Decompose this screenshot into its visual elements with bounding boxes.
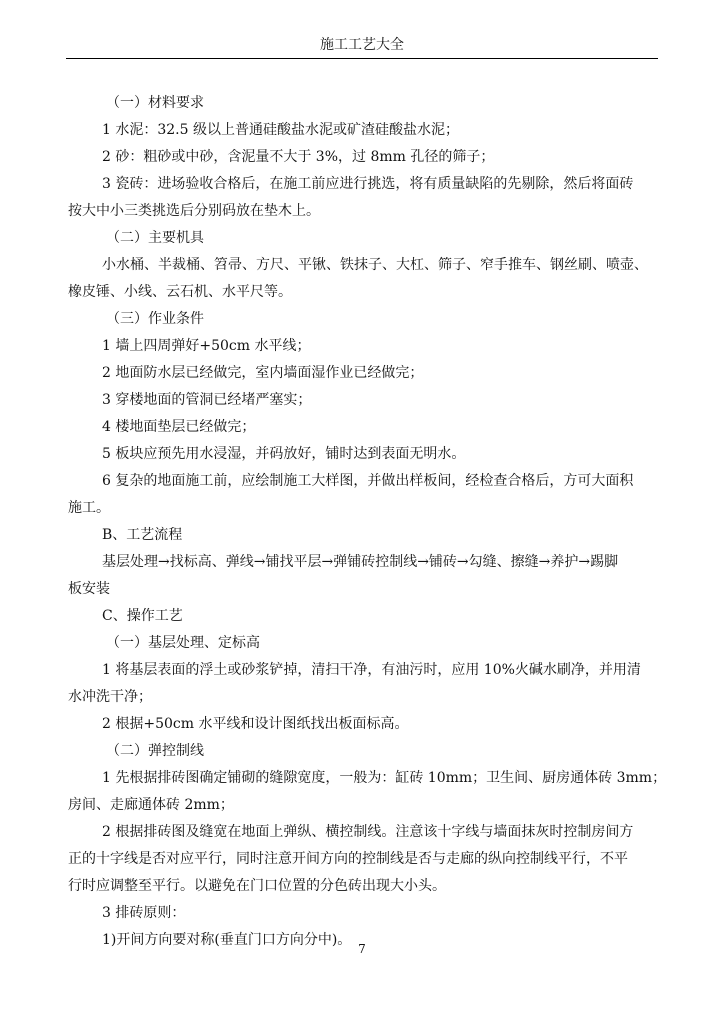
section-heading: （二）主要机具 <box>106 230 204 246</box>
text-line: 3 瓷砖：进场验收合格后，在施工前应进行挑选，将有质量缺陷的先剔除，然后将面砖 <box>102 176 634 192</box>
document-body <box>68 90 667 954</box>
text-line: 2 砂：粗砂或中砂，含泥量不大于 3%，过 8mm 孔径的筛子； <box>102 149 495 165</box>
page-number: 7 <box>358 942 366 956</box>
text-line: 6 复杂的地面施工前，应绘制施工大样图，并做出样板间，经检查合格后，方可大面积 <box>102 473 634 489</box>
text-line: 施工。 <box>68 500 110 516</box>
text-line: 1 将基层表面的浮土或砂浆铲掉，清扫干净，有油污时，应用 10%火碱水刷净，并用清 <box>102 662 641 678</box>
text-line: 2 根据排砖图及缝宽在地面上弹纵、横控制线。注意该十字线与墙面抹灰时控制房间方 <box>102 824 634 840</box>
text-line: 2 根据+50cm 水平线和设计图纸找出板面标高。 <box>102 716 409 732</box>
section-heading: C、操作工艺 <box>102 608 183 624</box>
text-line: 按大中小三类挑选后分别码放在垫木上。 <box>68 203 320 219</box>
text-line: 4 楼地面垫层已经做完； <box>102 419 256 435</box>
section-heading: （一）基层处理、定标高 <box>106 635 260 651</box>
text-line: 正的十字线是否对应平行，同时注意开间方向的控制线是否与走廊的纵向控制线平行，不平 <box>68 851 628 867</box>
text-line: 水冲洗干净； <box>68 689 152 705</box>
text-line: 1 先根据排砖图确定铺砌的缝隙宽度，一般为：缸砖 10mm；卫生间、厨房通体砖 3mm； <box>102 770 667 786</box>
text-line: 2 地面防水层已经做完，室内墙面湿作业已经做完； <box>102 365 424 381</box>
text-line: 板安装 <box>68 581 110 597</box>
text-line: 小水桶、半裁桶、笤帚、方尺、平锹、铁抹子、大杠、筛子、窄手推车、钢丝刷、喷壶、 <box>102 257 648 273</box>
text-line: 行时应调整至平行。以避免在门口位置的分色砖出现大小头。 <box>68 878 446 894</box>
section-heading: B、工艺流程 <box>102 527 183 543</box>
section-heading: （三）作业条件 <box>106 311 204 327</box>
text-line: 3 穿楼地面的管洞已经堵严塞实； <box>102 392 312 408</box>
text-line: 1)开间方向要对称(垂直门口方向分中)。 <box>102 932 352 948</box>
section-heading: （一）材料要求 <box>106 95 204 111</box>
section-heading: （二）弹控制线 <box>106 743 204 759</box>
text-line: 5 板块应预先用水浸湿，并码放好，铺时达到表面无明水。 <box>102 446 466 462</box>
text-line: 橡皮锤、小线、云石机、水平尺等。 <box>68 284 292 300</box>
text-line: 3 排砖原则： <box>102 905 186 921</box>
text-line: 1 水泥：32.5 级以上普通硅酸盐水泥或矿渣硅酸盐水泥； <box>102 122 459 138</box>
text-line: 1 墙上四周弹好+50cm 水平线； <box>102 338 311 354</box>
text-line: 基层处理→找标高、弹线→铺找平层→弹铺砖控制线→铺砖→勾缝、擦缝→养护→踢脚 <box>102 554 619 570</box>
page-header: 施工工艺大全 <box>66 34 658 59</box>
text-line: 房间、走廊通体砖 2mm； <box>68 797 234 813</box>
